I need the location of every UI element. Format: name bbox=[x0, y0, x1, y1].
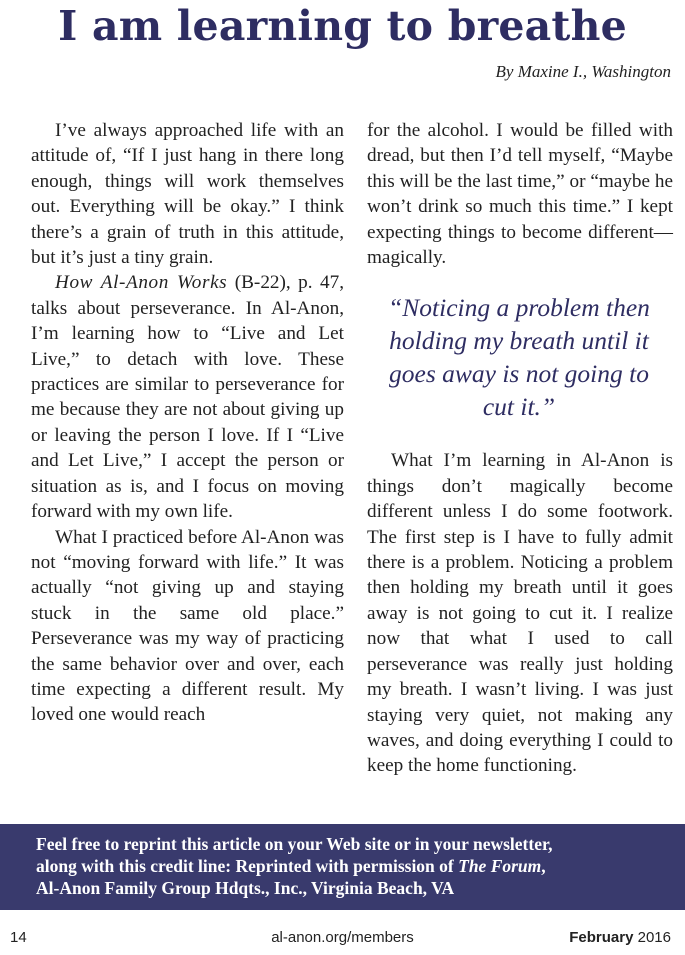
issue-date bbox=[569, 929, 671, 946]
paragraph: I’ve always approached life with an attitude of, “If I just hang in there long enough, things will work themselves out. Everything will be okay.” I think there’s a grain of truth in this attitude, but it’s just a tiny grain. bbox=[31, 120, 344, 269]
left-column bbox=[31, 118, 344, 728]
issue-year: 2016 bbox=[637, 929, 671, 946]
pull-quote: “Noticing a problem then holding my breath until it goes away is not going to cut it.” bbox=[388, 293, 650, 422]
paragraph-text: (B-22), p. 47, talks about perseverance. In Al-Anon, I’m learning how to “Live and Let Live,” to detach with love. These practices are similar to perseverance for me because they are not about giving up or leaving the person I love. If I “Live and Let Live,” I accept the person or situation as is, and I focus on moving forward with my own life. bbox=[31, 272, 345, 523]
page-footer bbox=[0, 925, 685, 949]
paragraph: for the alcohol. I would be filled with dread, but then I’d tell myself, “Maybe this will be the last time,” or “maybe he won’t drink so much this time.” I kept expecting things to become different—magically. bbox=[367, 120, 673, 269]
issue-month: February bbox=[569, 929, 634, 946]
banner-line: Al-Anon Family Group Hdqts., Inc., Virginia Beach, VA bbox=[36, 878, 455, 898]
right-column bbox=[367, 118, 673, 779]
banner-line bbox=[36, 855, 675, 877]
reprint-banner bbox=[0, 824, 685, 910]
page-number: 14 bbox=[10, 929, 27, 946]
footer-url: al-anon.org/members bbox=[271, 929, 414, 946]
byline: By Maxine I., Washington bbox=[495, 62, 671, 81]
publication-title: The Forum bbox=[458, 856, 542, 876]
book-title: How Al-Anon Works bbox=[55, 272, 228, 294]
banner-line: Feel free to reprint this article on your Web site or in your newsletter, bbox=[36, 834, 553, 854]
article-title: I am learning to breathe bbox=[58, 2, 627, 50]
paragraph: What I practiced before Al-Anon was not “moving forward with life.” It was actually “not giving up and staying stuck in the same old place.” Perseverance was my way of practicing the same behavior over and over, each time expecting a different result. My loved one would reach bbox=[31, 526, 344, 726]
banner-text: , bbox=[541, 856, 546, 876]
paragraph: What I’m learning in Al-Anon is things don’t magically become different unless I do some footwork. The first step is I have to fully admit there is a problem. Noticing a problem then holding my breath until it goes away is not going to cut it. I realize now that what I used to call perseverance was really just holding my breath. I wasn’t living. I was just staying very quiet, not making any waves, and doing everything I could to keep the home functioning. bbox=[367, 450, 673, 777]
banner-text: along with this credit line: Reprinted with permission of bbox=[36, 856, 459, 876]
paragraph bbox=[31, 270, 344, 524]
